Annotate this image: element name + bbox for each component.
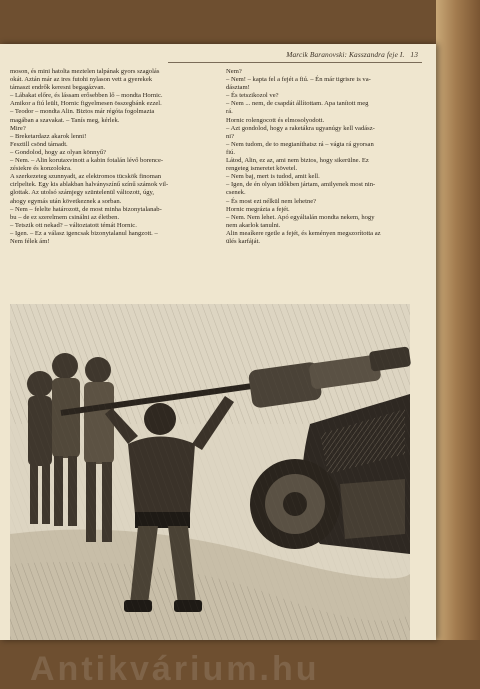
watermark <box>30 640 390 688</box>
text-line: – Nem! – kapta fel a fejét a fiú. – Én már tigrisre is va- <box>226 76 371 84</box>
illustration-drawing <box>10 304 410 640</box>
text-line: – Azt gondolod, hogy a raketákra ugyanúgy kell vadász- <box>226 124 375 132</box>
left-text-column <box>10 68 206 246</box>
text-line: – Lábakat előre, és lássam erősebben lő – mondta Hornic. <box>10 92 163 100</box>
text-line: bu – de ez szerelmem csinálni az életben. <box>10 213 120 221</box>
text-line: rá. <box>226 108 233 116</box>
right-text-column <box>226 68 422 246</box>
text-line: – Teodor – mondta Alin. Biztos már régóta fogolmazta <box>10 108 155 116</box>
text-line: Hornic megrázta a fejét. <box>226 205 290 213</box>
watermark-text: Antikvárium.hu <box>30 650 320 688</box>
text-line: – Gondolod, hogy az olyan könnyű? <box>10 148 106 156</box>
page-number: 13 <box>410 50 418 59</box>
page <box>0 44 436 688</box>
text-line: – Tetszik ott nekad? – változtatott témát Hornic. <box>10 221 137 229</box>
text-line: – Igen. – Ez a válasz igencsak bizonytalanul hangzott. – <box>10 229 158 237</box>
text-line: – Nem baj, mert is tudod, amit kell. <box>226 173 320 181</box>
text-line: Látod, Alin, ez az, ami nem biztos, hogy sikerülne. Ez <box>226 157 369 165</box>
text-line: támaszt endrők keresni begagázvan. <box>10 84 106 92</box>
text-line: Alin meaíkere rgetle a fejét, és keményen megszorította az <box>226 229 381 237</box>
running-title: Marcik Baranovski: Kasszandra feje I. <box>286 50 405 59</box>
text-line: Nem? <box>226 68 242 75</box>
text-line: – És most ezt nélkül nem lehetne? <box>226 197 317 205</box>
text-line: Fesztill csönd támadt. <box>10 140 68 148</box>
text-line: fiú. <box>226 148 235 156</box>
text-line: moson, és mini hatolta meztelen talpának gyors szagolás <box>10 68 160 75</box>
text-line: Nem félek ám! <box>10 237 50 245</box>
text-line: rengeteg ismeretet követel. <box>226 165 298 173</box>
story-illustration <box>10 304 410 640</box>
text-line: – Nem. Nem lehet. Apó egyáltalán mondta nekem, hogy <box>226 213 375 221</box>
text-line: cirlpeltek. Egy kis ablakban halványszínű színű számok vil- <box>10 181 169 189</box>
text-line: glottak. Az utolsó számjegy szüntelenül változott, úgy, <box>10 189 155 197</box>
text-line: ni? <box>226 132 235 140</box>
text-line: ülés karfáját. <box>226 237 261 245</box>
text-line: csenek. <box>226 189 246 197</box>
text-line: – Nem. – Alin korutaxvinott a kabin fotalán lévő borence- <box>10 157 164 165</box>
book-edge <box>436 0 480 640</box>
text-line: – Nem tudom, de to megtaníthatsz rá – vágta rá gyorsan <box>226 140 374 148</box>
running-header <box>168 50 418 59</box>
text-line: zésiekre és konzolokra. <box>10 165 72 173</box>
text-line: – Breketardazz akarok lenni! <box>10 132 87 140</box>
text-line: Amikor a fiú leült, Hornic figyelmesen összegbánk ezzel. <box>10 100 162 108</box>
text-line: ahogy egymás után következnek a sorban. <box>10 197 122 205</box>
text-line: – Nem – felelte határozott, de most minha bizonytalanab- <box>10 205 162 213</box>
text-line: Mire? <box>10 124 26 132</box>
text-line: nem akarlok tanulni. <box>226 221 281 229</box>
text-line: – Igen, de én olyan időkben jártam, amilyenek most nin- <box>226 181 376 189</box>
text-line: Hornic rolengocott és elmosolyodott. <box>226 116 325 124</box>
text-line: magában a szavakat. – Tanís meg, kérlek. <box>10 116 120 124</box>
text-line: – És tetszikozol ve? <box>226 92 279 100</box>
header-rule <box>168 62 422 63</box>
text-line: okát. Aztán már az ires futohi nylason vett a gyerekek <box>10 76 153 84</box>
text-line: A szerkezeteg szunnyadt, az elektromos tücskök finoman <box>10 173 162 181</box>
text-line: – Nem ... nem, de csapdát állítottam. Apa tanított meg <box>226 100 369 108</box>
text-line: dásztam! <box>226 84 250 92</box>
